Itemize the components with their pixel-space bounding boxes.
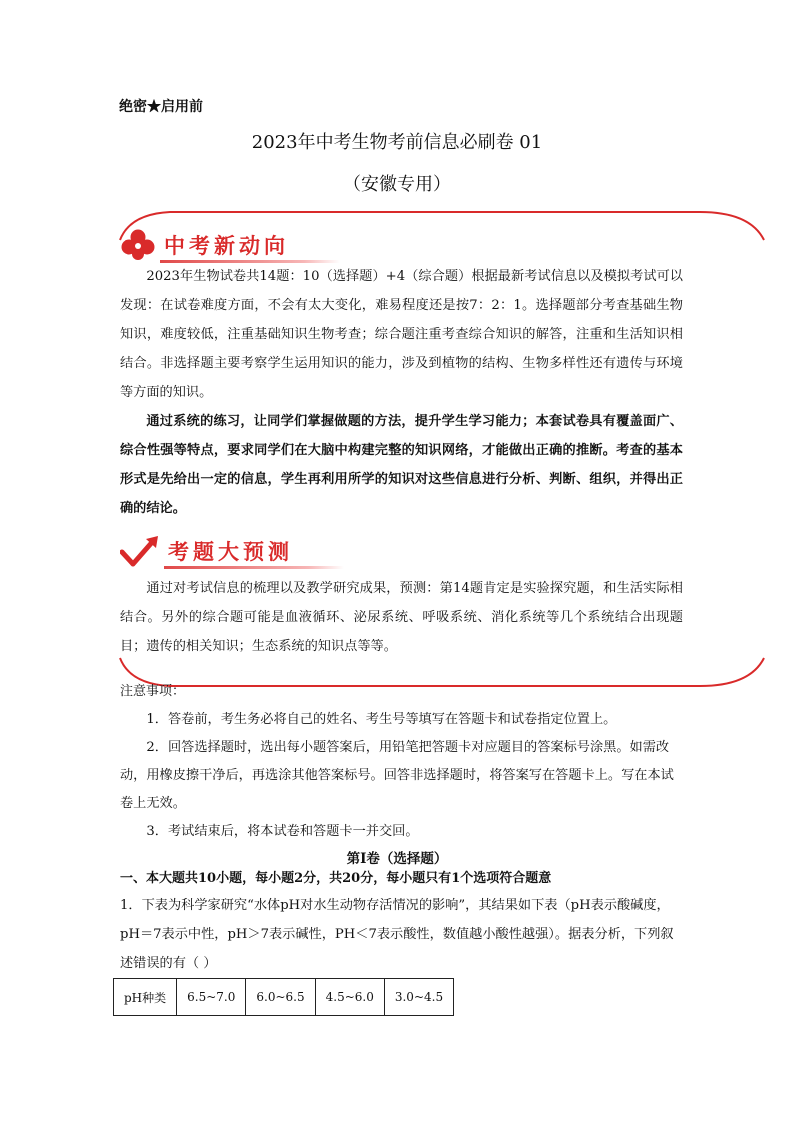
- notes-item: 2．回答选择题时，选出每小题答案后，用铅笔把答题卡对应题目的答案标号涂黑。如需改动，用橡皮擦干净后，再选涂其他答案标号。回答非选择题时，将答案写在答题卡上。写在本试卷上无效。: [120, 740, 674, 811]
- section2-title: 考题大预测: [168, 540, 293, 564]
- table-row: [114, 979, 454, 1016]
- section2-body: [120, 574, 683, 661]
- question-1: [120, 891, 683, 978]
- section1-paragraph: 2023年生物试卷共14题：10（选择题）+4（综合题）根据最新考试信息以及模拟考试可以发现：在试卷难度方面，不会有太大变化，难易程度还是按7：2：1。选择题部分考查基础生物知识，难度较低，注重基础知识生物考查；综合题注重考查综合知识的解答，注重和生活知识相结合。非选择题主要考察学生运用知识的能力，涉及到植物的结构、生物多样性还有遗传与环境等方面的知识。: [120, 269, 683, 400]
- section1-title: 中考新动向: [164, 234, 289, 258]
- part-title: 第Ⅰ卷（选择题）: [346, 851, 448, 867]
- page-subtitle: （安徽专用）: [343, 174, 451, 195]
- notes-title: 注意事项：: [120, 684, 186, 699]
- section1-paragraph: 通过系统的练习，让同学们掌握做题的方法，提升学生学习能力；本套试卷具有覆盖面广、综合性强等特点，要求同学们在大脑中构建完整的知识网络，才能做出正确的推断。考查的基本形式是先给出一定的信息，学生再利用所学的知识对这些信息进行分析、判断、组织，并得出正确的结论。: [120, 414, 683, 516]
- exam-notes: [120, 678, 683, 846]
- table-header-cell: pH种类: [114, 979, 177, 1016]
- page-title: 2023年中考生物考前信息必刷卷 01: [251, 132, 543, 153]
- question-1-text: 1．下表为科学家研究“水体pH对水生动物存活情况的影响”，其结果如下表（pH表示酸碱度，pH＝7表示中性，pH＞7表示碱性，PH＜7表示酸性，数值越小酸性越强）。据表分析，下列叙述错误的有（ ）: [120, 898, 674, 971]
- ph-table: [113, 978, 454, 1016]
- confidential-mark: 绝密★启用前: [119, 99, 203, 115]
- table-cell: 4.5~6.0: [315, 979, 384, 1016]
- section2-underline: [164, 566, 344, 569]
- section1-body: [120, 262, 683, 523]
- notes-item: 1．答卷前，考生务必将自己的姓名、考生号等填写在答题卡和试卷指定位置上。: [146, 712, 617, 727]
- check-arrow-icon: [120, 534, 164, 570]
- section-heading-predictions: [120, 534, 340, 574]
- section-instructions: 一、本大题共10小题，每小题2分，共20分，每小题只有1个选项符合题意: [120, 871, 552, 886]
- table-cell: 6.5~7.0: [177, 979, 246, 1016]
- section2-paragraph: 通过对考试信息的梳理以及教学研究成果，预测：第14题肯定是实验探究题，和生活实际相结合。另外的综合题可能是血液循环、泌尿系统、呼吸系统、消化系统等几个系统结合出现题目；遗传的相关知识；生态系统的知识点等等。: [120, 581, 683, 654]
- notes-item: 3．考试结束后，将本试卷和答题卡一并交回。: [146, 824, 419, 839]
- clover-icon: [120, 228, 156, 262]
- table-cell: 6.0~6.5: [246, 979, 315, 1016]
- table-cell: 3.0~4.5: [384, 979, 453, 1016]
